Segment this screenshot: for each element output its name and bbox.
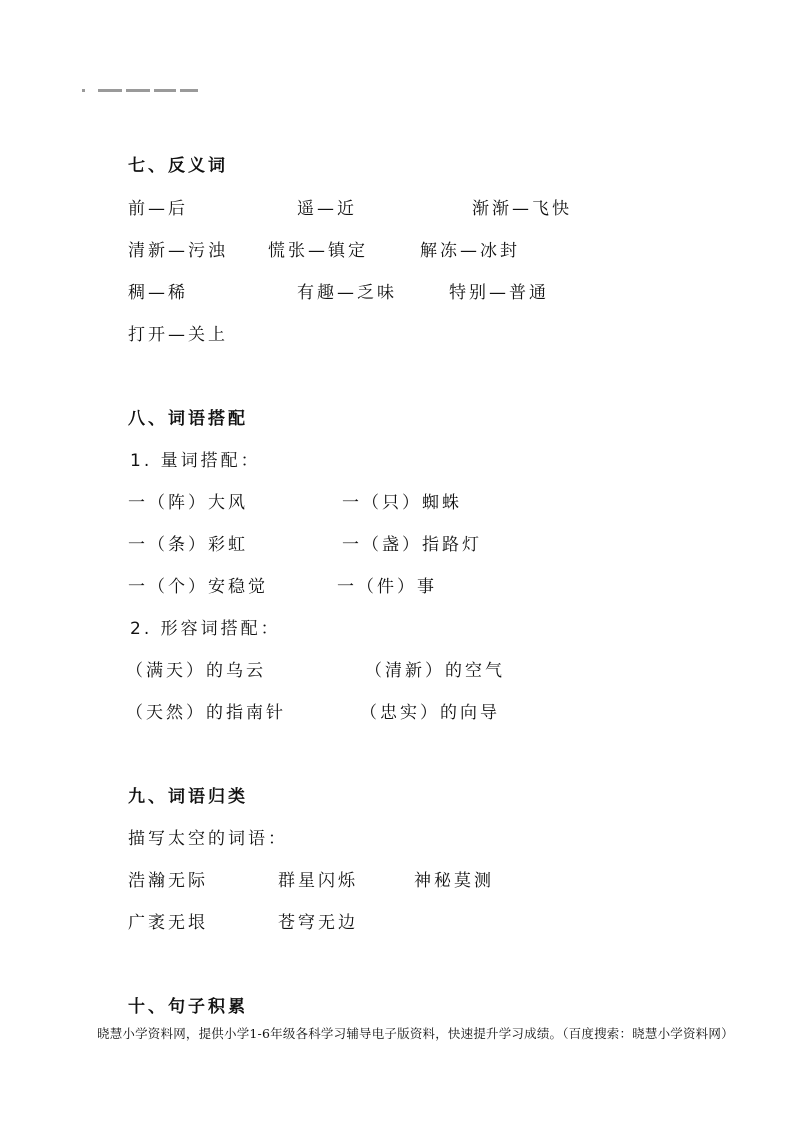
antonym-pair: 清新—污浊 <box>128 241 228 261</box>
measure-phrase: 一（阵）大风 <box>128 493 248 513</box>
space-phrase: 广袤无垠 <box>128 913 208 933</box>
adjective-phrase: （满天）的乌云 <box>126 661 266 681</box>
space-phrase: 苍穹无边 <box>278 913 358 933</box>
antonym-pair: 渐渐—飞快 <box>472 199 572 219</box>
antonym-pair: 稠—稀 <box>128 283 188 303</box>
measure-phrase: 一（件）事 <box>337 577 437 597</box>
adjective-phrase: （忠实）的向导 <box>360 703 500 723</box>
space-phrase: 浩瀚无际 <box>128 871 208 891</box>
measure-phrase: 一（条）彩虹 <box>128 535 248 555</box>
subheading-measure-words: 1. 量词搭配： <box>130 451 261 471</box>
header-artifact <box>82 87 202 95</box>
classify-prompt: 描写太空的词语： <box>128 829 288 849</box>
adjective-phrase: （清新）的空气 <box>365 661 505 681</box>
antonym-pair: 特别—普通 <box>449 283 549 303</box>
measure-phrase: 一（盏）指路灯 <box>342 535 482 555</box>
space-phrase: 群星闪烁 <box>278 871 358 891</box>
section-title-sentences: 十、句子积累 <box>128 997 248 1017</box>
antonym-pair: 遥—近 <box>297 199 357 219</box>
measure-phrase: 一（个）安稳觉 <box>128 577 268 597</box>
antonym-pair: 慌张—镇定 <box>268 241 368 261</box>
antonym-pair: 打开—关上 <box>128 325 228 345</box>
measure-phrase: 一（只）蜘蛛 <box>342 493 462 513</box>
antonym-pair: 有趣—乏味 <box>297 283 397 303</box>
subheading-adjectives: 2. 形容词搭配： <box>130 619 281 639</box>
section-title-collocation: 八、词语搭配 <box>128 409 248 429</box>
antonym-pair: 前—后 <box>128 199 188 219</box>
section-title-classify: 九、词语归类 <box>128 787 248 807</box>
space-phrase: 神秘莫测 <box>414 871 494 891</box>
section-title-antonyms: 七、反义词 <box>128 156 228 176</box>
page-footer: 晓慧小学资料网，提供小学1-6年级各科学习辅导电子版资料，快速提升学习成绩。（百度搜索：晓慧小学资料网） <box>97 1026 734 1041</box>
adjective-phrase: （天然）的指南针 <box>126 703 286 723</box>
antonym-pair: 解冻—冰封 <box>420 241 520 261</box>
